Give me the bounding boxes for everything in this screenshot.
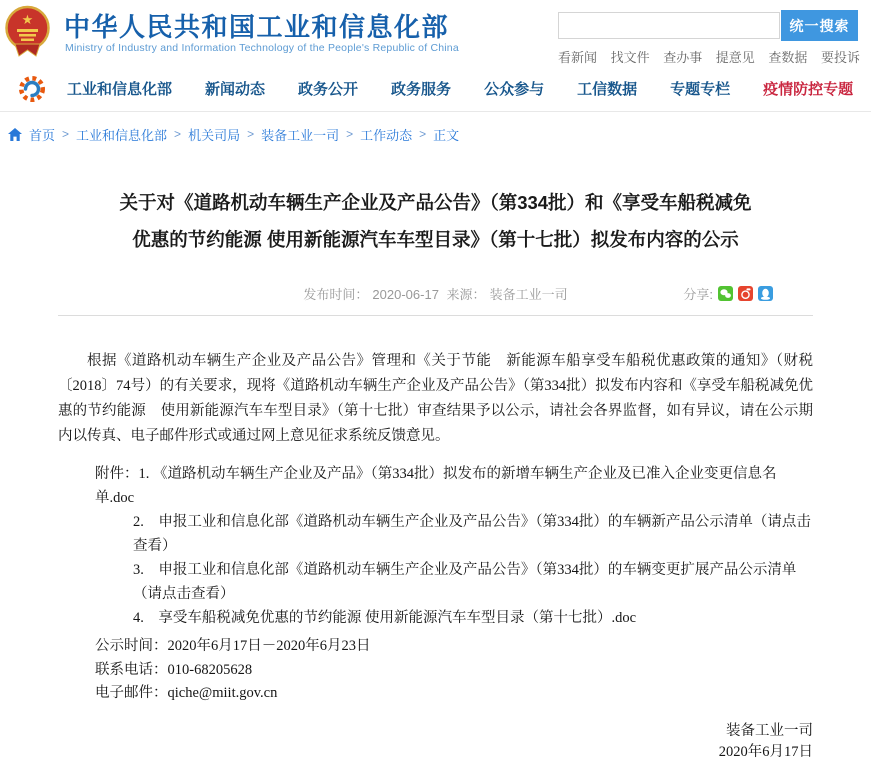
national-emblem-icon	[5, 4, 50, 58]
attachments-list	[58, 462, 813, 630]
source-value: 装备工业一司	[489, 287, 568, 302]
source-label: 来源：	[446, 287, 486, 302]
quick-links	[558, 47, 860, 66]
signature-department: 装备工业一司	[726, 722, 813, 739]
quick-link-feedback[interactable]: 提意见	[715, 50, 755, 65]
article-title-line2: 优惠的节约能源 使用新能源汽车车型目录》（第十七批）拟发布内容的公示	[132, 229, 739, 250]
breadcrumb-work-updates[interactable]: 工作动态	[360, 127, 413, 143]
notice-period: 公示时间：2020年6月17日－2020年6月23日	[95, 638, 371, 654]
wechat-share-icon[interactable]	[718, 286, 733, 301]
nav-item-epidemic-topic[interactable]: 疫情防控专题	[763, 81, 854, 98]
article-meta	[58, 284, 813, 302]
attachments-label: 附件：	[95, 466, 139, 482]
article	[0, 184, 871, 763]
quick-link-news[interactable]: 看新闻	[558, 50, 598, 65]
signature-date: 2020年6月17日	[718, 743, 813, 760]
attachment-link-2[interactable]: 2. 申报工业和信息化部《道路机动车辆生产企业及产品公告》（第334批）的车辆新产品公示清单（请点击查看）	[133, 514, 811, 554]
breadcrumb-separator: >	[62, 127, 70, 141]
svg-text:★: ★	[21, 12, 34, 27]
main-navbar	[0, 66, 871, 112]
attachment-row-1	[58, 462, 813, 510]
nav-item-special-columns[interactable]: 专题专栏	[670, 81, 731, 98]
content-divider	[58, 315, 813, 316]
search-input[interactable]	[558, 12, 780, 39]
contact-block	[58, 635, 813, 706]
contact-email: 电子邮件：qiche@miit.gov.cn	[95, 685, 278, 701]
breadcrumb	[0, 112, 871, 156]
site-subtitle: Ministry of Industry and Information Technology of the People's Republic of China	[65, 42, 459, 54]
contact-phone: 联系电话：010-68205628	[95, 661, 253, 678]
site-header	[0, 0, 871, 66]
share-bar	[683, 284, 773, 303]
attachment-link-1[interactable]: 1. 《道路机动车辆生产企业及产品》（第334批）拟发布的新增车辆生产企业及已准入企业变更信息名单.doc	[95, 466, 777, 506]
nav-item-news[interactable]: 新闻动态	[205, 81, 266, 98]
article-title-line1: 关于对《道路机动车辆生产企业及产品公告》（第334批）和《享受车船税减免	[119, 192, 752, 213]
nav-item-gov-open[interactable]: 政务公开	[298, 81, 359, 98]
breadcrumb-equipment-dept[interactable]: 装备工业一司	[261, 127, 340, 143]
breadcrumb-departments[interactable]: 机关司局	[188, 127, 241, 143]
breadcrumb-separator: >	[174, 127, 182, 141]
qq-share-icon[interactable]	[758, 286, 773, 301]
signature-block	[58, 720, 813, 763]
breadcrumb-separator: >	[346, 127, 354, 141]
miit-gear-logo-icon[interactable]	[17, 74, 47, 104]
breadcrumb-ministry[interactable]: 工业和信息化部	[76, 127, 168, 143]
search-button[interactable]: 统一搜索	[781, 10, 858, 41]
breadcrumb-home[interactable]: 首页	[29, 127, 56, 143]
breadcrumb-separator: >	[419, 127, 427, 141]
nav-items	[67, 78, 853, 99]
quick-link-services[interactable]: 查办事	[663, 50, 703, 65]
weibo-share-icon[interactable]	[738, 286, 753, 301]
quick-link-data[interactable]: 查数据	[768, 50, 808, 65]
breadcrumb-current-page: 正文	[433, 127, 460, 143]
nav-item-ministry[interactable]: 工业和信息化部	[67, 81, 173, 98]
article-body	[58, 349, 813, 763]
breadcrumb-separator: >	[247, 127, 255, 141]
nav-item-gov-services[interactable]: 政务服务	[391, 81, 452, 98]
publish-date-label: 发布时间：	[303, 287, 369, 302]
nav-item-industry-data[interactable]: 工信数据	[577, 81, 638, 98]
attachment-link-3[interactable]: 3. 申报工业和信息化部《道路机动车辆生产企业及产品公告》（第334批）的车辆变更扩展产品公示清单（请点击查看）	[133, 562, 797, 602]
publish-date: 2020-06-17	[372, 287, 439, 302]
publish-info	[301, 287, 569, 302]
article-title	[58, 184, 813, 258]
site-title[interactable]: 中华人民共和国工业和信息化部	[64, 12, 450, 42]
home-icon[interactable]	[8, 128, 22, 141]
attachment-link-4[interactable]: 4. 享受车船税减免优惠的节约能源 使用新能源汽车车型目录（第十七批）.doc	[133, 610, 637, 626]
nav-item-public-participation[interactable]: 公众参与	[484, 81, 545, 98]
search-area	[558, 10, 858, 40]
quick-link-complaint[interactable]: 要投诉	[820, 50, 860, 65]
quick-link-files[interactable]: 找文件	[610, 50, 650, 65]
share-label: 分享:	[683, 287, 713, 302]
body-paragraph: 根据《道路机动车辆生产企业及产品公告》管理和《关于节能 新能源车船享受车船税优惠政策的通知》（财税〔2018〕74号）的有关要求，现将《道路机动车辆生产企业及产品公告》（第334批）拟发布内容和《享受车船税减免优惠的节约能源 使用新能源汽车车型目录》（第十七批）审查结果予以公示，请社会各界监督，如有异议，请在公示期内以传真、电子邮件形式或通过网上意见征求系统反馈意见。	[58, 353, 813, 444]
